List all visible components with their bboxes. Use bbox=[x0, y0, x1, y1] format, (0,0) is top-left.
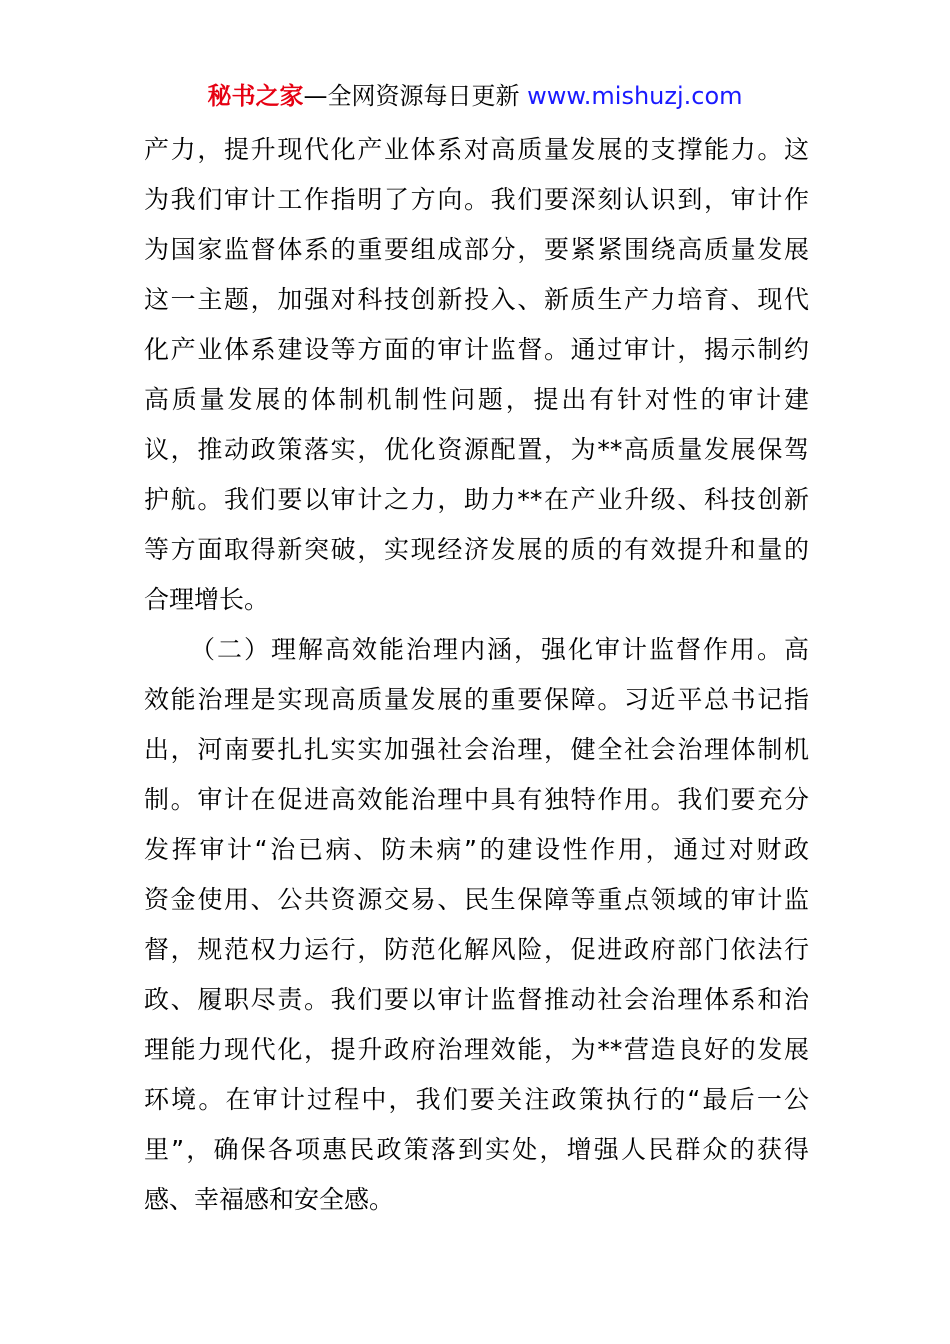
text-line: 这一主题，加强对科技创新投入、新质生产力培育、现代 bbox=[144, 285, 809, 314]
text-line: 资金使用、公共资源交易、民生保障等重点领域的审计监 bbox=[144, 885, 809, 914]
paragraph bbox=[144, 625, 809, 1225]
header-tagline: —全网资源每日更新 bbox=[303, 82, 528, 110]
text-line: 政、履职尽责。我们要以审计监督推动社会治理体系和治 bbox=[144, 985, 809, 1014]
text-line: 发挥审计“治已病、防未病”的建设性作用，通过对财政 bbox=[144, 835, 809, 864]
text-line: 里”，确保各项惠民政策落到实处，增强人民群众的获得 bbox=[144, 1135, 809, 1164]
text-line: 议，推动政策落实，优化资源配置，为**高质量发展保驾 bbox=[144, 435, 809, 464]
text-line: 制。审计在促进高效能治理中具有独特作用。我们要充分 bbox=[144, 785, 809, 814]
text-line: 环境。在审计过程中，我们要关注政策执行的“最后一公 bbox=[144, 1085, 809, 1114]
text-line: 高质量发展的体制机制性问题，提出有针对性的审计建 bbox=[144, 385, 809, 414]
text-line: 合理增长。 bbox=[144, 585, 270, 614]
text-line: 出，河南要扎扎实实加强社会治理，健全社会治理体制机 bbox=[144, 735, 809, 764]
text-line: 为我们审计工作指明了方向。我们要深刻认识到，审计作 bbox=[144, 185, 809, 214]
page-header bbox=[0, 80, 950, 112]
paragraph bbox=[144, 125, 809, 625]
brand-name: 秘书之家 bbox=[207, 82, 304, 110]
site-url[interactable]: www.mishuzj.com bbox=[527, 82, 743, 110]
text-line: 等方面取得新突破，实现经济发展的质的有效提升和量的 bbox=[144, 535, 809, 564]
text-line: 护航。我们要以审计之力，助力**在产业升级、科技创新 bbox=[144, 485, 809, 514]
document-body bbox=[144, 125, 809, 1225]
text-line: 化产业体系建设等方面的审计监督。通过审计，揭示制约 bbox=[144, 335, 809, 364]
text-line: 督，规范权力运行，防范化解风险，促进政府部门依法行 bbox=[144, 935, 809, 964]
text-line: 理能力现代化，提升政府治理效能，为**营造良好的发展 bbox=[144, 1035, 809, 1064]
text-line: 为国家监督体系的重要组成部分，要紧紧围绕高质量发展 bbox=[144, 235, 809, 264]
section-heading-line: （二）理解高效能治理内涵，强化审计监督作用。高 bbox=[190, 635, 809, 664]
text-line: 感、幸福感和安全感。 bbox=[144, 1185, 395, 1214]
text-line: 产力，提升现代化产业体系对高质量发展的支撑能力。这 bbox=[144, 135, 809, 164]
text-line: 效能治理是实现高质量发展的重要保障。习近平总书记指 bbox=[144, 685, 809, 714]
